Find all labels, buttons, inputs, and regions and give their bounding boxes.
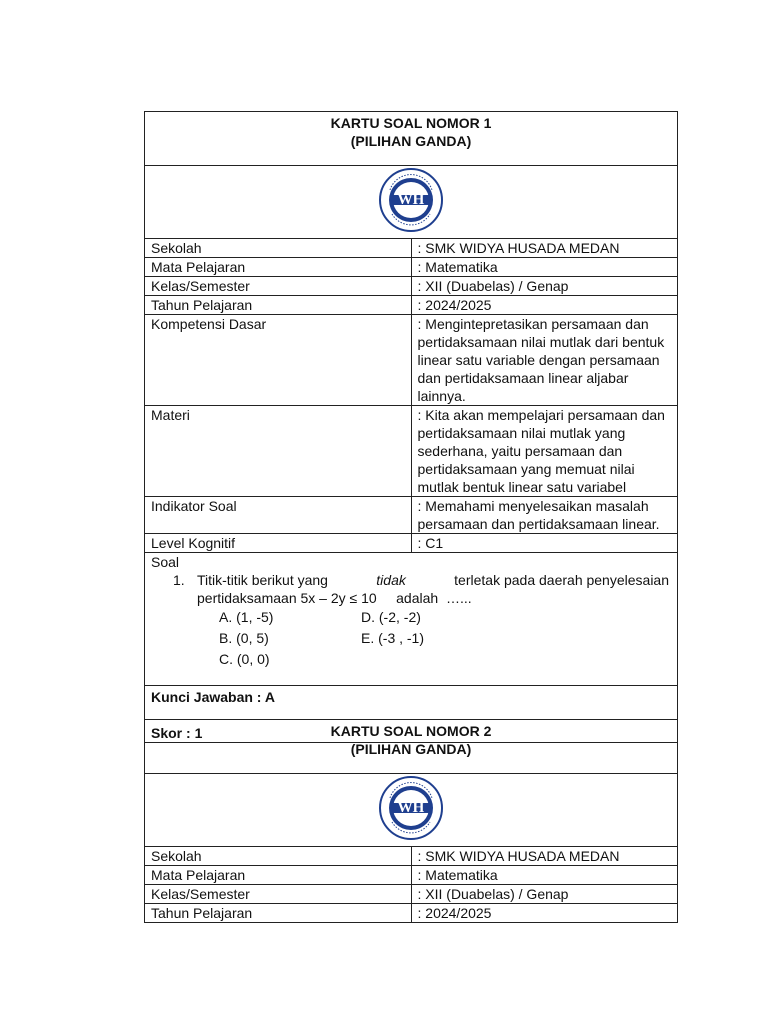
school-logo-icon (376, 774, 446, 842)
soal-cell (145, 553, 678, 686)
question-text-before: Titik-titik berikut yang (197, 572, 328, 588)
row-label-tahun-pelajaran: Tahun Pelajaran (145, 296, 412, 315)
option-a: A. (1, -5) (219, 609, 274, 625)
row-label-sekolah: Sekolah (145, 847, 412, 866)
question-text-italic: tidak (376, 572, 406, 588)
row-value-tahun-pelajaran: : 2024/2025 (411, 904, 678, 923)
card-title: KARTU SOAL NOMOR 1 (330, 115, 492, 131)
row-label-mata-pelajaran: Mata Pelajaran (145, 258, 412, 277)
row-value-mata-pelajaran: : Matematika (411, 258, 678, 277)
option-b: B. (0, 5) (219, 630, 269, 646)
question-number: 1. (173, 572, 185, 588)
row-value-materi: : Kita akan mempelajari persamaan dan pertidaksamaan nilai mutlak yang sederhana, yaitu persamaan dan pertidaksamaan yang memuat nilai mutlak bentuk linear satu variabel (411, 406, 678, 497)
option-c: C. (0, 0) (219, 651, 270, 667)
row-label-kelas-semester: Kelas/Semester (145, 885, 412, 904)
row-value-kompetensi-dasar: : Mengintepretasikan persamaan dan pertidaksamaan nilai mutlak dari bentuk linear satu variable dengan persamaan dan pertidaksamaan linear aljabar lainnya. (411, 315, 678, 406)
row-value-sekolah: : SMK WIDYA HUSADA MEDAN (411, 847, 678, 866)
card-subtitle: (PILIHAN GANDA) (350, 741, 472, 757)
row-label-indikator-soal: Indikator Soal (145, 497, 412, 534)
row-label-tahun-pelajaran: Tahun Pelajaran (145, 904, 412, 923)
row-label-kelas-semester: Kelas/Semester (145, 277, 412, 296)
row-label-kompetensi-dasar: Kompetensi Dasar (145, 315, 412, 406)
card-title-cell (145, 112, 678, 166)
question-card-2 (144, 719, 678, 923)
option-e: E. (-3 , -1) (361, 630, 425, 646)
row-value-kelas-semester: : XII (Duabelas) / Genap (411, 885, 678, 904)
row-label-level-kognitif: Level Kognitif (145, 534, 412, 553)
card-title-cell (145, 720, 678, 774)
row-value-mata-pelajaran: : Matematika (411, 866, 678, 885)
question-text-line2: pertidaksamaan 5x – 2y ≤ 10 adalah …... (197, 590, 472, 606)
logo-cell (145, 774, 678, 847)
row-value-sekolah: : SMK WIDYA HUSADA MEDAN (411, 239, 678, 258)
row-value-tahun-pelajaran: : 2024/2025 (411, 296, 678, 315)
question-text (197, 571, 669, 607)
answer-key: Kunci Jawaban : A (151, 689, 275, 705)
row-label-mata-pelajaran: Mata Pelajaran (145, 866, 412, 885)
soal-label: Soal (151, 554, 180, 570)
card-title: KARTU SOAL NOMOR 2 (330, 723, 492, 739)
question-item (151, 571, 669, 607)
logo-monogram: WH (397, 192, 425, 208)
row-value-kelas-semester: : XII (Duabelas) / Genap (411, 277, 678, 296)
card-subtitle: (PILIHAN GANDA) (350, 133, 472, 149)
row-label-sekolah: Sekolah (145, 239, 412, 258)
logo-monogram: WH (397, 800, 425, 816)
question-text-after: terletak pada daerah penyelesaian (454, 572, 669, 588)
answer-options (151, 607, 669, 670)
question-card-1 (144, 111, 678, 743)
logo-cell (145, 166, 678, 239)
row-value-indikator-soal: : Memahami menyelesaikan masalah persamaan dan pertidaksamaan linear. (411, 497, 678, 534)
school-logo-icon (376, 166, 446, 234)
row-label-materi: Materi (145, 406, 412, 497)
option-d: D. (-2, -2) (361, 609, 421, 625)
row-value-level-kognitif: : C1 (411, 534, 678, 553)
score: Skor : 1 (151, 725, 203, 741)
